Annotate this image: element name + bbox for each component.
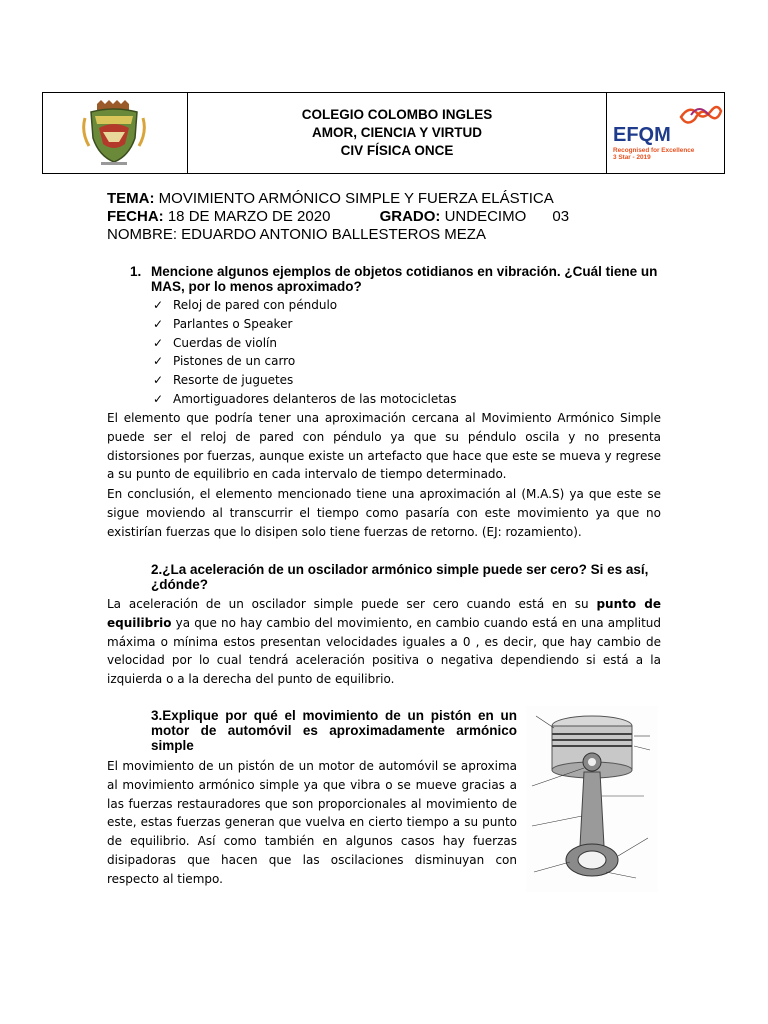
efqm-logo <box>611 101 723 167</box>
grupo-value: 03 <box>552 208 570 225</box>
check-mark-icon: ✓ <box>153 298 164 312</box>
grado-label: GRADO: <box>379 208 441 225</box>
efqm-recognised: Recognised for Excellence <box>613 147 695 154</box>
examples-list <box>153 296 457 409</box>
header-efqm-cell <box>606 93 724 173</box>
list-item: ✓ Parlantes o Speaker <box>153 315 457 334</box>
piston-diagram-icon <box>526 706 658 892</box>
course-name: CIV FÍSICA ONCE <box>340 143 454 158</box>
header-table <box>42 92 725 174</box>
school-name: COLEGIO COLOMBO INGLES <box>301 107 493 122</box>
list-item: ✓ Pistones de un carro <box>153 352 457 371</box>
list-item: ✓ Amortiguadores delanteros de las motocicletas <box>153 390 457 409</box>
fecha-value: 18 DE MARZO DE 2020 <box>167 208 331 225</box>
answer-3-paragraph: El movimiento de un pistón de un motor de automóvil se aproxima al movimiento armónico simple ya que vibra o se mueve gracias a las fuerzas restauradores que son proporcionales al movimiento de este, estas fuerzas generan que vuelva en cierto tiempo a su punto de equilibrio. Así como también en algunos casos hay fuerzas disipadoras que hacen que las oscilaciones disminuyan con respecto al tiempo. <box>107 759 517 886</box>
grado-value: UNDECIMO <box>444 208 527 225</box>
question-2: 2.¿La aceleración de un oscilador armónico simple puede ser cero? Si es así, ¿dónde? <box>151 562 649 592</box>
answer-1-paragraph-2: En conclusión, el elemento mencionado tiene una aproximación al (M.A.S) ya que este se sigue moviendo al transcurrir el tiempo como pasaría con este movimiento ya que no existirían fuerzas que lo disipen solo tiene fuerzas de retorno. (EJ: rozamiento). <box>107 487 661 539</box>
highlight-equilibrium: punto de equilibrio <box>107 597 661 630</box>
efqm-stars: 3 Star - 2019 <box>613 154 651 161</box>
answer-1-paragraph-1: El elemento que podría tener una aproximación cercana al Movimiento Armónico Simple puede ser el reloj de pared con péndulo ya que su péndulo oscila y no presenta distorsiones por fuerzas, aunque existe un artefacto que hace que este se mueva y regrese a su punto de equilibrio en cada intervalo de tiempo determinado. <box>107 411 661 482</box>
list-item: ✓ Reloj de pared con péndulo <box>153 296 457 315</box>
tema-value: MOVIMIENTO ARMÓNICO SIMPLE Y FUERZA ELÁSTICA <box>158 190 554 207</box>
fecha-label: FECHA: <box>107 208 164 225</box>
info-block <box>107 190 569 244</box>
header-logo-cell <box>43 93 188 173</box>
tema-label: TEMA: <box>107 190 155 207</box>
answer-2-paragraph: La aceleración de un oscilador simple puede ser cero cuando está en su punto de equilibrio ya que no hay cambio del movimiento, en cambio cuando está en una amplitud máxima o mínima estos presentan velocidades iguales a 0 , es decir, que hay cambio de velocidad por lo cual tendrá aceleración positiva o negativa dependiendo si está a la izquierda o a la derecha del punto de equilibrio. <box>107 597 661 687</box>
school-motto: AMOR, CIENCIA Y VIRTUD <box>311 125 482 140</box>
question-1-number: 1. <box>130 264 142 279</box>
list-item: ✓ Cuerdas de violín <box>153 334 457 353</box>
school-crest-icon <box>79 98 149 168</box>
question-1-text: Mencione algunos ejemplos de objetos cotidianos en vibración. ¿Cuál tiene un MAS, por lo menos aproximado? <box>151 264 658 294</box>
check-mark-icon: ✓ <box>153 316 164 331</box>
efqm-brand: EFQM <box>613 124 671 146</box>
fecha-row <box>107 208 569 226</box>
question-3: 3.Explique por qué el movimiento de un pistón en un motor de automóvil es aproximadamente armónico simple <box>151 708 517 753</box>
header-title-cell <box>188 93 606 173</box>
check-mark-icon: ✓ <box>153 373 164 388</box>
nombre-row: NOMBRE: EDUARDO ANTONIO BALLESTEROS MEZA <box>107 226 486 243</box>
check-mark-icon: ✓ <box>153 391 164 406</box>
check-mark-icon: ✓ <box>153 354 164 369</box>
list-item: ✓ Resorte de juguetes <box>153 371 457 390</box>
tema-row <box>107 190 569 208</box>
check-mark-icon: ✓ <box>153 335 164 350</box>
